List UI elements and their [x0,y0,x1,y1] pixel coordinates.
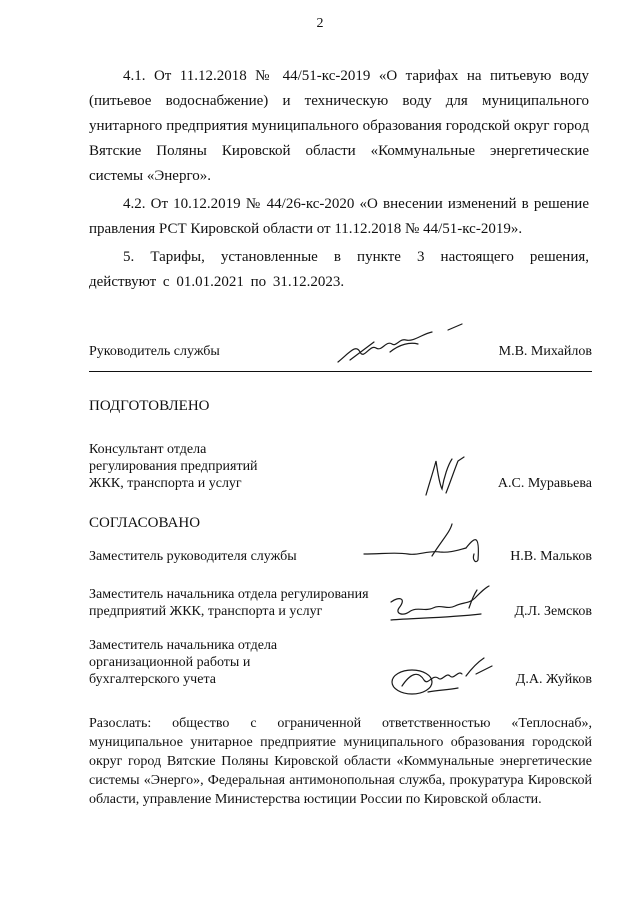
head-title: Руководитель службы [89,344,220,359]
agreed-3-line-3: бухгалтерского учета [89,672,216,687]
agreed-heading: СОГЛАСОВАНО [89,515,201,531]
agreed-2-line-1: Заместитель начальника отдела регулирования [89,587,369,602]
agreed-3-name: Д.А. Жуйков [515,672,592,687]
head-signature-icon [330,322,470,372]
prepared-line-1: Консультант отдела [89,442,207,457]
prepared-name: А.С. Муравьева [497,476,592,491]
prepared-line-2: регулирования предприятий [89,459,258,474]
agreed-2-name: Д.Л. Земсков [514,604,592,619]
agreed-1-name: Н.В. Мальков [510,549,592,564]
prepared-heading: ПОДГОТОВЛЕНО [89,398,210,414]
horizontal-rule [89,371,592,372]
agreed-2-signature-icon [385,582,495,627]
agreed-row-3 [89,637,592,689]
agreed-1-signature-icon [362,520,492,570]
agreed-3-line-2: организационной работы и [89,655,251,670]
prepared-line-3: ЖКК, транспорта и услуг [89,476,242,491]
paragraph-4-2: 4.2. От 10.12.2019 № 44/26-кс-2020 «О внесении изменений в решение правления РСТ Кировской области от 11.12.2018 № 44/51-кс-2019». [89,196,589,237]
agreed-row-1 [89,548,592,568]
paragraph-5: 5. Тарифы, установленные в пункте 3 настоящего решения, действуют с 01.01.2021 по 31.12.2023. [89,249,589,290]
head-name: М.В. Михайлов [498,344,592,359]
agreed-1-title: Заместитель руководителя службы [89,549,297,564]
prepared-block [89,441,592,493]
agreed-3-line-1: Заместитель начальника отдела [89,638,278,653]
agreed-3-signature-icon [388,652,498,702]
page-number: 2 [316,16,324,31]
paragraph-4-1: 4.1. От 11.12.2018 № 44/51-кс-2019 «О тарифах на питьевую воду (питьевое водоснабжение) и техническую воду для муниципального унитарного предприятия муниципального образования городской округ город Вятские Поляны Кировской области «Коммунальные энергетические системы «Энерго». [89,68,589,184]
agreed-2-line-2: предприятий ЖКК, транспорта и услуг [89,604,323,619]
agreed-row-2 [89,586,592,622]
prepared-signature-icon [420,455,470,500]
distribution-list: Разослать: общество с ограниченной ответственностью «Теплоснаб», муниципальное унитарное предприятие муниципального образования городской округ город Вятские Поляны Кировской области «Коммунальные энергетические системы «Энерго», Федеральная антимонопольная служба, прокуратура Кировской области, управление Министерства юстиции России по Кировской области. [89,716,592,807]
